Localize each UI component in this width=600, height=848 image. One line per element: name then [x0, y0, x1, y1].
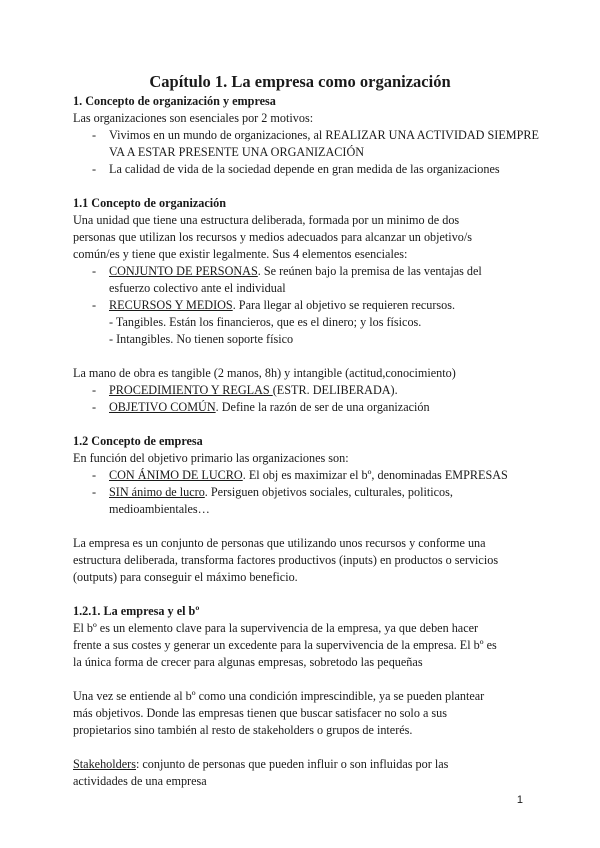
bullet-dash: - — [92, 298, 97, 312]
paragraph-line: frente a sus costes y generar un excedente para la supervivencia de la empresa. El bº es — [73, 638, 497, 652]
sub-bullet-line: - Intangibles. No tienen soporte físico — [109, 332, 294, 346]
bullet-line — [109, 399, 430, 416]
bullet-line: medioambientales… — [109, 502, 210, 516]
bullet-line: Vivimos en un mundo de organizaciones, al REALIZAR UNA ACTIVIDAD SIEMPRE — [109, 128, 539, 142]
bullet-text: . Define la razón de ser de una organización — [215, 400, 430, 414]
paragraph-line: propietarios sino también al resto de stakeholders o grupos de interés. — [73, 723, 413, 737]
bullet-text: . Persiguen objetivos sociales, culturales, politicos, — [204, 485, 453, 499]
sub-bullet-line: - Tangibles. Están los financieros, que es el dinero; y los físicos. — [109, 315, 422, 329]
bullet-line — [109, 467, 508, 484]
bullet-text: . El obj es maximizar el bº, denominadas EMPRESAS — [242, 468, 508, 482]
bullet-line: esfuerzo colectivo ante el individual — [109, 281, 286, 295]
underlined-term: RECURSOS Y MEDIOS — [109, 298, 233, 312]
paragraph-line: actividades de una empresa — [73, 774, 207, 788]
bullet-text: . Para llegar al objetivo se requieren recursos. — [232, 298, 456, 312]
bullet-line — [109, 382, 398, 399]
paragraph-line: En función del objetivo primario las organizaciones son: — [73, 451, 349, 465]
chapter-title: Capítulo 1. La empresa como organización — [149, 72, 451, 91]
bullet-line — [109, 297, 455, 314]
paragraph-line: El bº es un elemento clave para la supervivencia de la empresa, ya que deben hacer — [73, 621, 479, 635]
underlined-term: PROCEDIMIENTO Y REGLAS — [109, 383, 273, 397]
underlined-term: Stakeholders — [73, 757, 136, 771]
paragraph-line: (outputs) para conseguir el máximo beneficio. — [73, 570, 298, 584]
paragraph-line: La empresa es un conjunto de personas que utilizando unos recursos y conforme una — [73, 536, 486, 550]
paragraph-line: Una vez se entiende al bº como una condición imprescindible, ya se pueden plantear — [73, 689, 485, 703]
paragraph-line: La mano de obra es tangible (2 manos, 8h) y intangible (actitud,conocimiento) — [73, 366, 456, 380]
paragraph-line: la única forma de crecer para algunas empresas, sobretodo las pequeñas — [73, 655, 423, 669]
section-heading: 1. Concepto de organización y empresa — [73, 94, 276, 108]
bullet-line — [109, 484, 453, 501]
paragraph-line: estructura deliberada, transforma factores productivos (inputs) en productos o servicios — [73, 553, 499, 567]
bullet-line — [109, 263, 482, 280]
paragraph-line: Una unidad que tiene una estructura deliberada, formada por un minimo de dos — [73, 213, 460, 227]
paragraph-text: : conjunto de personas que pueden influir o son influidas por las — [135, 757, 449, 771]
paragraph-line: Las organizaciones son esenciales por 2 motivos: — [73, 111, 314, 125]
underlined-term: OBJETIVO COMÚN — [109, 400, 216, 414]
section-heading: 1.2.1. La empresa y el bº — [73, 604, 200, 618]
bullet-dash: - — [92, 468, 97, 482]
page-number: 1 — [516, 794, 523, 806]
underlined-term: CONJUNTO DE PERSONAS — [109, 264, 258, 278]
underlined-term: CON ÁNIMO DE LUCRO — [109, 468, 243, 482]
paragraph-line: común/es y tiene que existir legalmente. Sus 4 elementos esenciales: — [73, 247, 408, 261]
paragraph-line — [73, 756, 448, 773]
bullet-text: . Se reúnen bajo la premisa de las ventajas del — [257, 264, 482, 278]
bullet-line: La calidad de vida de la sociedad depende en gran medida de las organizaciones — [109, 162, 500, 176]
bullet-dash: - — [92, 264, 97, 278]
bullet-dash: - — [92, 400, 97, 414]
bullet-line: VA A ESTAR PRESENTE UNA ORGANIZACIÓN — [109, 145, 365, 159]
section-heading: 1.2 Concepto de empresa — [73, 434, 203, 448]
underlined-term: SIN ánimo de lucro — [109, 485, 205, 499]
bullet-text: (ESTR. DELIBERADA). — [272, 383, 398, 397]
bullet-dash: - — [92, 128, 97, 142]
bullet-dash: - — [92, 383, 97, 397]
bullet-dash: - — [92, 162, 97, 176]
bullet-dash: - — [92, 485, 97, 499]
paragraph-line: más objetivos. Donde las empresas tienen que buscar satisfacer no solo a sus — [73, 706, 447, 720]
paragraph-line: personas que utilizan los recursos y medios adecuados para alcanzar un objetivo/s — [73, 230, 473, 244]
section-heading: 1.1 Concepto de organización — [73, 196, 227, 210]
